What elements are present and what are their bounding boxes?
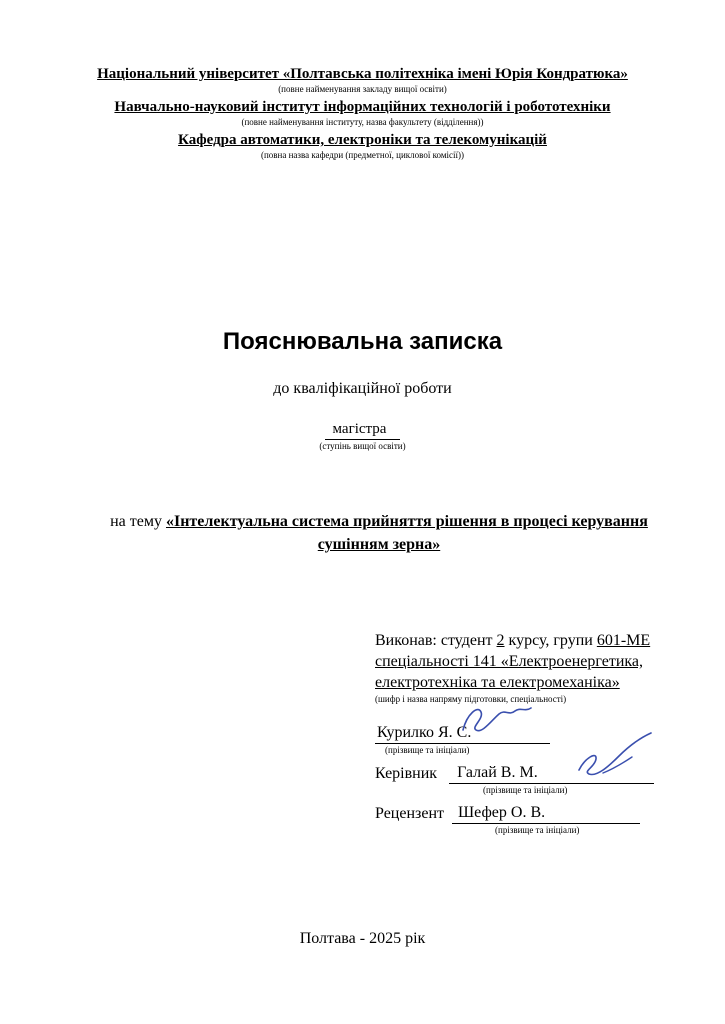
author-signature-line: [375, 722, 550, 744]
course-number: 2: [496, 632, 505, 649]
university-caption: (повне найменування закладу вищої освіти): [278, 84, 447, 94]
topic-text: «Інтелектуальна система прийняття рішення в процесі керування сушінням зерна»: [165, 513, 648, 553]
degree-line: [0, 420, 725, 440]
executor-prefix: Виконав: студент: [375, 632, 497, 649]
institute-name: [0, 99, 725, 116]
supervisor-signature-line: [449, 762, 654, 784]
supervisor-label: Керівник: [375, 765, 438, 782]
city-year: Полтава - 2025 рік: [299, 930, 426, 947]
document-subtitle: до кваліфікаційної роботи: [273, 380, 452, 397]
institute-name-text: Навчально-науковий інститут інформаційних технологій і робототехніки: [114, 99, 611, 115]
executor-line: [375, 630, 675, 651]
group-code: 601-МЕ: [596, 632, 651, 649]
topic-block: [88, 510, 670, 556]
reviewer-label: Рецензент: [375, 805, 444, 822]
degree-caption: (ступінь вищої освіти): [319, 441, 406, 451]
footer-block: [0, 930, 725, 948]
author-block: [375, 630, 675, 837]
document-title: Пояснювальна записка: [222, 328, 503, 355]
specialty-caption: (шифр і назва напряму підготовки, спеціальності): [375, 694, 567, 704]
supervisor-caption: (прізвище та ініціали): [483, 785, 568, 795]
reviewer-caption: (прізвище та ініціали): [495, 825, 580, 835]
supervisor-name: Галай В. М.: [457, 764, 538, 781]
degree-text: магістра: [325, 420, 401, 440]
university-name-text: Національний університет «Полтавська політехніка імені Юрія Кондратюка»: [97, 66, 628, 82]
reviewer-name: Шефер О. В.: [458, 804, 546, 821]
reviewer-row: [375, 802, 675, 824]
author-caption: (прізвище та ініціали): [385, 745, 470, 755]
specialty-text: спеціальності 141 «Електроенергетика, електротехніка та електромеханіка»: [375, 653, 644, 691]
department-name: [0, 132, 725, 149]
executor-mid: курсу, групи: [504, 632, 597, 649]
author-name: Курилко Я. С.: [377, 724, 472, 741]
header-block: [0, 66, 725, 162]
department-name-text: Кафедра автоматики, електроніки та телекомунікацій: [178, 132, 547, 148]
author-name-row: [375, 722, 675, 744]
supervisor-row: [375, 762, 675, 784]
reviewer-signature-line: [452, 802, 640, 824]
department-caption: (повна назва кафедри (предметної, циклової комісії)): [260, 150, 465, 160]
university-name: [0, 66, 725, 83]
title-block: [0, 328, 725, 453]
institute-caption: (повне найменування інституту, назва факультету (відділення)): [241, 117, 484, 127]
specialty-line: [375, 651, 675, 693]
topic-prefix: на тему: [110, 513, 166, 530]
